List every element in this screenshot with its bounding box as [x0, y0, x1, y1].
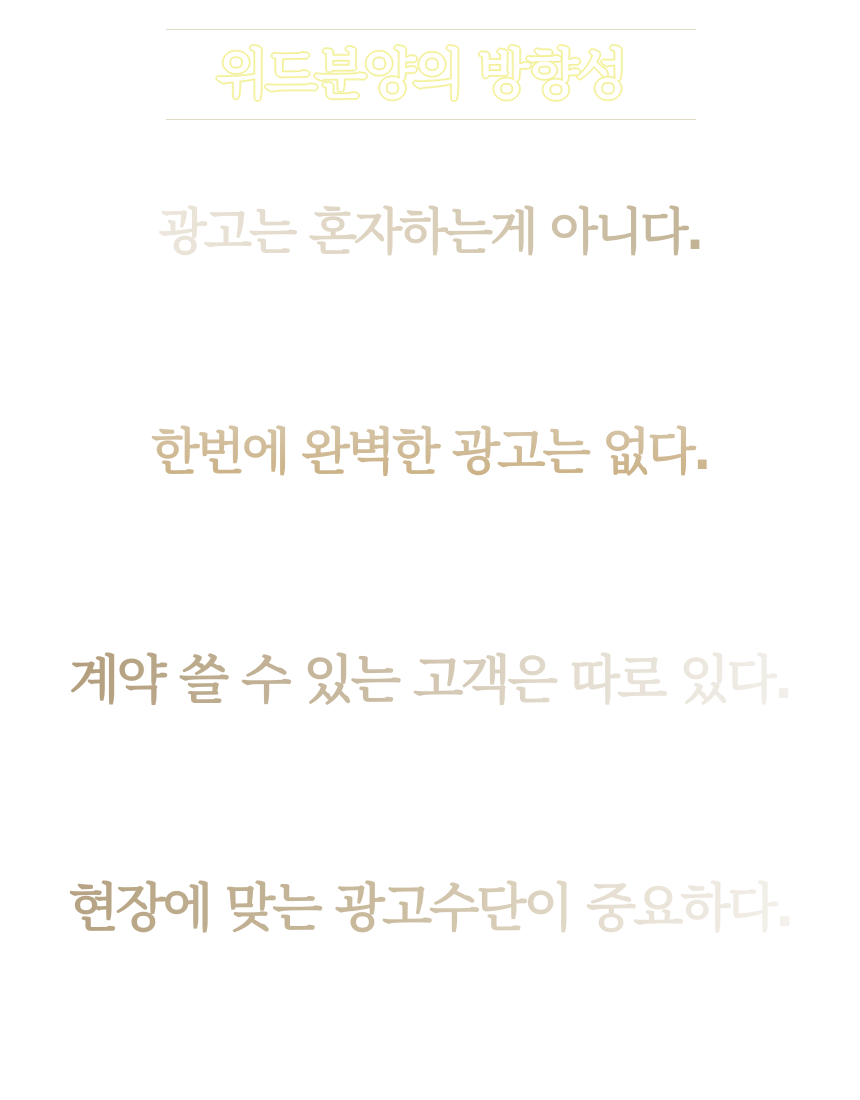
statement-2 — [0, 408, 860, 488]
statement-3-text: 계약 쓸 수 있는 고객은 따로 있다. — [69, 634, 790, 717]
statement-3 — [0, 634, 860, 717]
statement-4-text: 현장에 맞는 광고수단이 중요하다. — [68, 862, 791, 945]
title-block — [166, 29, 696, 120]
statement-4 — [0, 862, 860, 945]
title-bottom-divider — [166, 119, 696, 120]
page-title: 위드분양의 방향성 — [216, 43, 626, 106]
statement-1 — [0, 188, 860, 268]
statement-1-text: 광고는 혼자하는게 아니다. — [158, 188, 701, 268]
statement-2-text: 한번에 완벽한 광고는 없다. — [151, 408, 709, 488]
